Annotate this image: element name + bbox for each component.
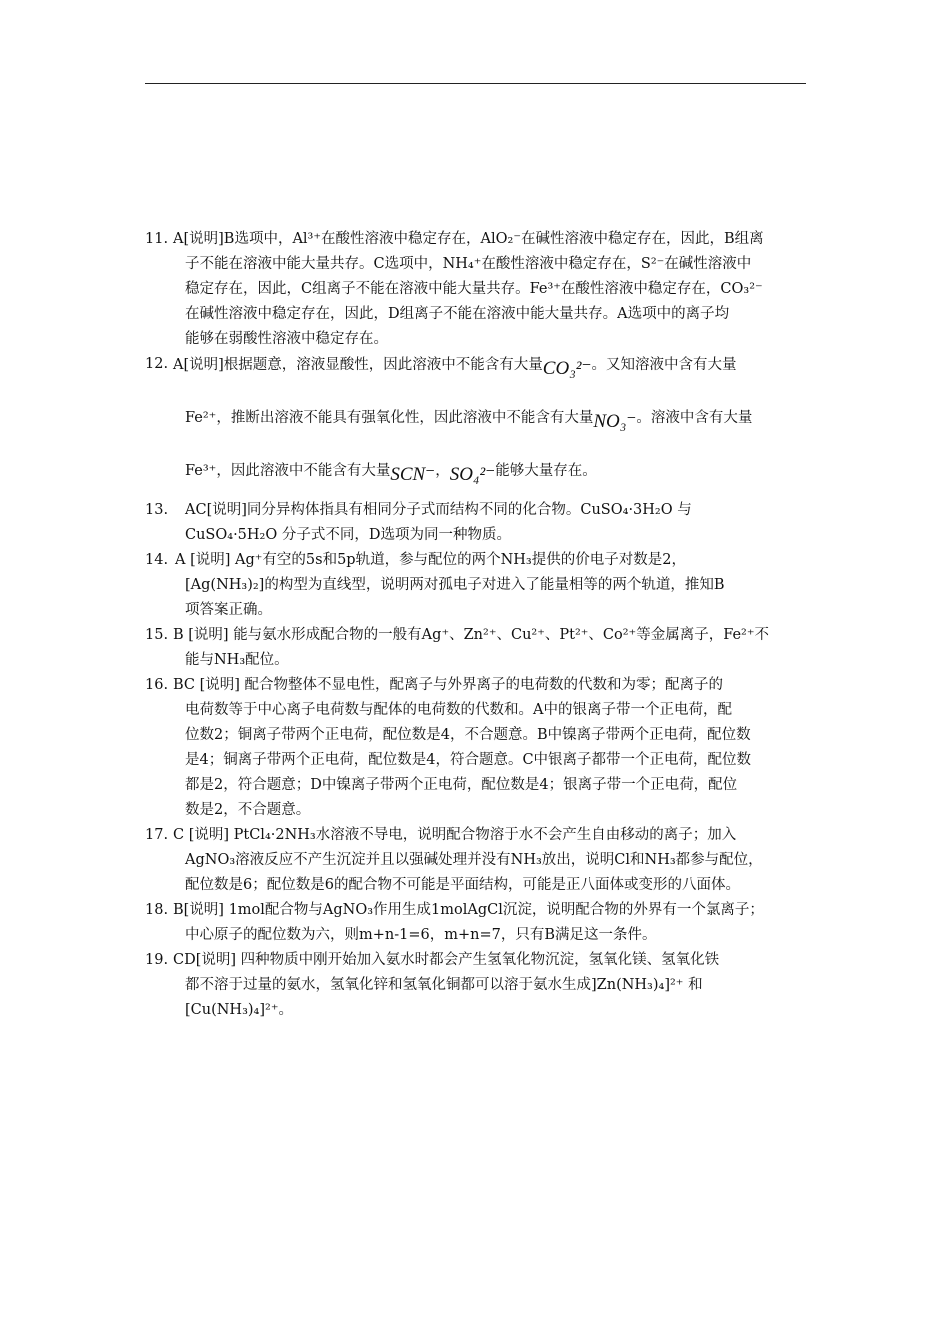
item-number: 11. [145,231,169,247]
text-line: 能与NH₃配位。 [185,652,289,668]
text-segment: Fe³⁺，因此溶液中不能含有大量 [185,463,391,479]
text-line: BC [说明] 配合物整体不显电性，配离子与外界离子的电荷数的代数和为零；配离子的 [173,677,724,693]
text-line: [Cu(NH₃)₄]²⁺。 [185,1002,293,1018]
text-line: 稳定存在，因此，C组离子不能在溶液中能大量共存。Fe³⁺在酸性溶液中稳定存在，CO₃²⁻ [185,281,763,297]
sulfate-formula: SO₄²⁻ [449,464,496,485]
answer-15 [145,623,810,673]
text-line: 是4；铜离子带两个正电荷，配位数是4，符合题意。C中银离子都带一个正电荷，配位数 [185,752,752,768]
text-line: A[说明]B选项中，Al³⁺在酸性溶液中稳定存在，AlO₂⁻在碱性溶液中稳定存在，因此，B组离 [173,231,764,247]
text-line: [Ag(NH₃)₂]的构型为直线型，说明两对孤电子对进入了能量相等的两个轨道，推知B [185,577,725,593]
text-line: C [说明] PtCl₄·2NH₃水溶液不导电，说明配合物溶于水不会产生自由移动的离子；加入 [173,827,737,843]
item-number: 16. [145,677,169,693]
text-segment: Fe²⁺，推断出溶液不能具有强氧化性，因此溶液中不能含有大量 [185,410,594,426]
text-line: 配位数是6；配位数是6的配合物不可能是平面结构，可能是正八面体或变形的八面体。 [185,877,740,893]
text-line: 位数2；铜离子带两个正电荷，配位数是4，不合题意。B中镍离子带两个正电荷，配位数 [185,727,751,743]
answer-16 [145,673,810,823]
thiocyanate-formula: SCN⁻ [390,464,436,485]
text-segment: 。溶液中含有大量 [636,410,753,426]
answer-14 [145,548,810,623]
text-line: 都是2，符合题意；D中镍离子带两个正电荷，配位数是4；银离子带一个正电荷，配位 [185,777,738,793]
item-number: 19. [145,952,169,968]
text-line: CD[说明] 四种物质中刚开始加入氨水时都会产生氢氧化物沉淀，氢氧化镁、氢氧化铁 [173,952,720,968]
answer-11 [145,227,810,352]
text-line: B[说明] 1mol配合物与AgNO₃作用生成1molAgCl沉淀，说明配合物的外界有一个氯离子； [173,902,764,918]
item-number: 13. [145,502,169,518]
nitrate-formula: NO₃⁻ [593,411,637,432]
item-number: 18. [145,902,169,918]
text-line: 数是2，不合题意。 [185,802,311,818]
text-line [185,391,810,444]
text-segment: 能够大量存在。 [495,463,597,479]
text-line [185,444,810,497]
answer-17 [145,823,810,898]
item-number: 14. [145,552,169,568]
text-line: 子不能在溶液中能大量共存。C选项中，NH₄⁺在酸性溶液中稳定存在，S²⁻在碱性溶液中 [185,256,752,272]
answer-12 [145,352,810,497]
text-segment: A[说明]根据题意，溶液显酸性，因此溶液中不能含有大量 [173,357,543,373]
answer-18 [145,898,810,948]
text-line: 在碱性溶液中稳定存在，因此，D组离子不能在溶液中能大量共存。A选项中的离子均 [185,306,730,322]
text-line: 都不溶于过量的氨水，氢氧化锌和氢氧化铜都可以溶于氨水生成]Zn(NH₃)₄]²⁺ 和 [185,977,703,993]
text-segment: ， [435,463,450,479]
text-line: 电荷数等于中心离子电荷数与配体的电荷数的代数和。A中的银离子带一个正电荷，配 [185,702,732,718]
carbonate-formula: CO₃²⁻ [542,358,592,379]
text-line: CuSO₄·5H₂O 分子式不同，D选项为同一种物质。 [185,527,511,543]
text-line: AgNO₃溶液反应不产生沉淀并且以强碱处理并没有NH₃放出，说明Cl和NH₃都参与配位， [185,852,763,868]
item-number: 12. [145,356,169,372]
text-line: 项答案正确。 [185,602,272,618]
text-line: AC[说明]同分异构体指具有相同分子式而结构不同的化合物。CuSO₄·3H₂O 与 [185,502,692,518]
text-line: A [说明] Ag⁺有空的5s和5p轨道，参与配位的两个NH₃提供的价电子对数是2， [175,552,686,568]
answer-19 [145,948,810,1023]
text-line: B [说明] 能与氨水形成配合物的一般有Ag⁺、Zn²⁺、Cu²⁺、Pt²⁺、Co²⁺等金属离子，Fe²⁺不 [173,627,770,643]
header-rule [145,83,806,84]
item-number: 17. [145,827,169,843]
text-line: 中心原子的配位数为六，则m+n-1=6，m+n=7，只有B满足这一条件。 [185,927,657,943]
answer-13 [145,498,810,548]
text-segment: 。又知溶液中含有大量 [591,357,737,373]
text-line [173,338,810,391]
text-line: 能够在弱酸性溶液中稳定存在。 [185,331,388,347]
item-number: 15. [145,627,169,643]
